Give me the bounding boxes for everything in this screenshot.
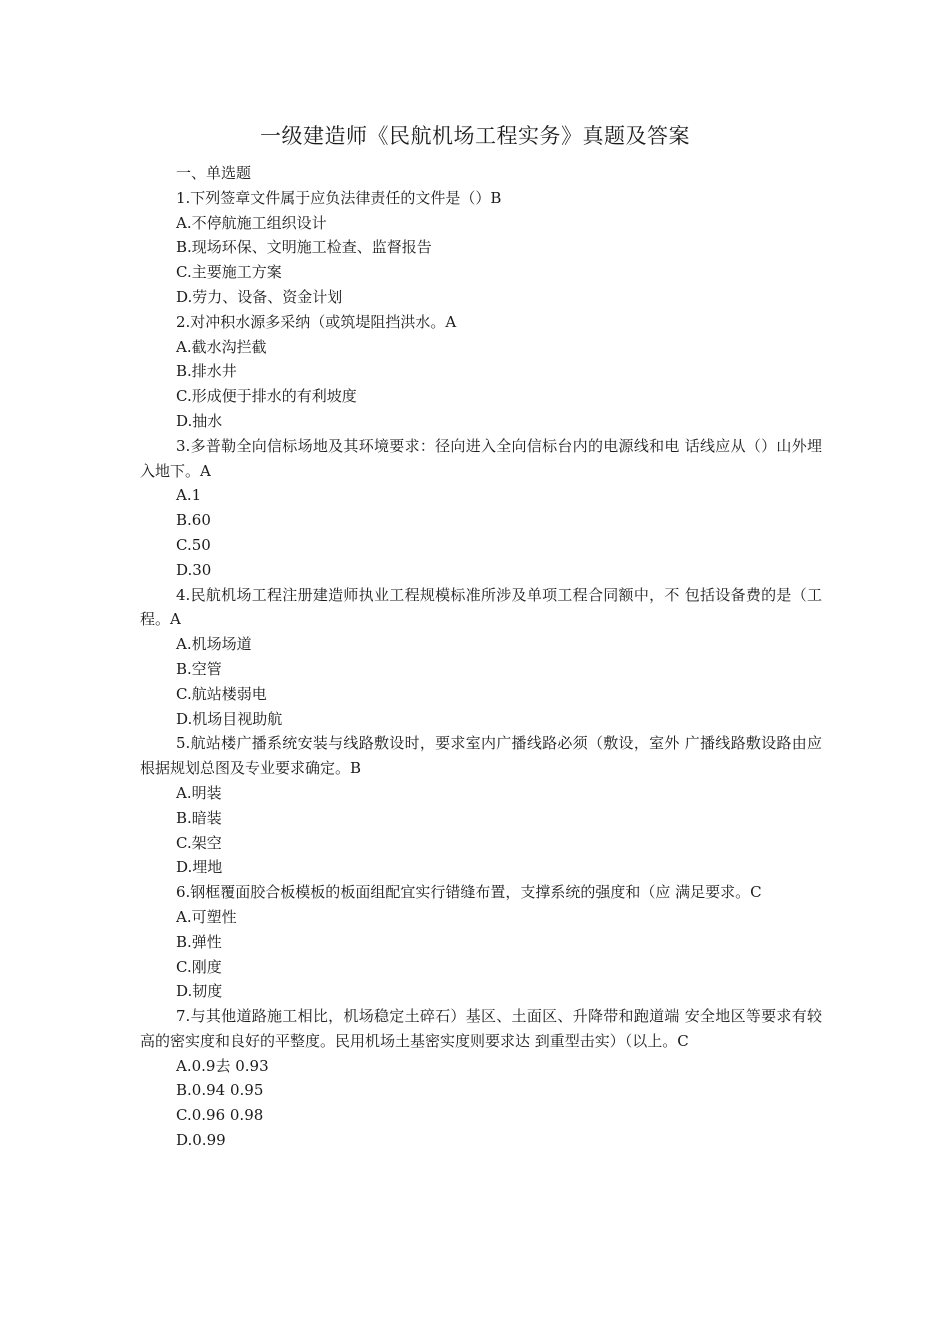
answer-option: C.0.96 0.98 xyxy=(176,1106,264,1125)
answer-option: B.排水井 xyxy=(176,362,237,381)
answer-option: D.抽水 xyxy=(176,411,223,430)
question-stem: 5.航站楼广播系统安装与线路敷设时，要求室内广播线路必须（敷设，室外 广播线路敷设路由应根据规划总图及专业要求确定。B xyxy=(140,734,822,778)
answer-option: D.埋地 xyxy=(176,858,223,877)
question-block xyxy=(140,1004,822,1153)
answer-option: D.机场目视助航 xyxy=(176,709,283,728)
answer-option: C.50 xyxy=(176,535,211,554)
document-title: 一级建造师《民航机场工程实务》真题及答案 xyxy=(260,124,690,148)
answer-option: B.空管 xyxy=(176,659,222,678)
answer-option: B.暗装 xyxy=(176,808,222,827)
answer-option: A.可塑性 xyxy=(176,907,237,926)
question-stem: 2.对冲积水源多采纳（或筑堤阻挡洪水。A xyxy=(176,312,457,331)
answer-option: B.弹性 xyxy=(176,932,222,951)
answer-option: C.主要施工方案 xyxy=(176,263,282,282)
answer-option: D.30 xyxy=(176,560,212,579)
question-block xyxy=(140,186,822,310)
answer-option: A.不停航施工组织设计 xyxy=(176,213,327,232)
answer-option: D.劳力、设备、资金计划 xyxy=(176,287,343,306)
answer-option: D.0.99 xyxy=(176,1131,226,1150)
question-stem: 3.多普勒全向信标场地及其环境要求：径向进入全向信标台内的电源线和电 话线应从（）山外埋入地下。A xyxy=(140,436,822,480)
question-stem: 7.与其他道路施工相比，机场稳定土碎石）基区、土面区、升降带和跑道端 安全地区等要求有较高的密实度和良好的平整度。民用机场土基密实度则要求达 到重型击实）（以上。C xyxy=(140,1007,822,1050)
question-stem: 1.下列签章文件属于应负法律责任的文件是（）B xyxy=(176,188,502,207)
document-body xyxy=(140,161,822,1153)
section-heading: 一、单选题 xyxy=(176,164,252,182)
question-block xyxy=(140,583,822,732)
answer-option: D.韧度 xyxy=(176,982,223,1001)
question-block xyxy=(140,310,822,434)
answer-option: B.0.94 0.95 xyxy=(176,1081,264,1100)
answer-option: C.架空 xyxy=(176,833,222,852)
answer-option: A.截水沟拦截 xyxy=(176,337,267,356)
answer-option: C.形成便于排水的有利坡度 xyxy=(176,387,357,406)
question-stem: 4.民航机场工程注册建造师执业工程规模标准所涉及单项工程合同额中，不 包括设备费的是（工程。A xyxy=(140,585,822,629)
answer-option: A.明装 xyxy=(176,783,222,802)
answer-option: C.航站楼弱电 xyxy=(176,684,267,703)
question-block xyxy=(140,880,822,1004)
answer-option: A.0.9去 0.93 xyxy=(176,1056,269,1075)
answer-option: B.现场环保、文明施工检查、监督报告 xyxy=(176,238,432,257)
question-block xyxy=(140,731,822,880)
question-stem: 6.钢框覆面胶合板模板的板面组配宜实行错缝布置，支撑系统的强度和（应 满足要求。C xyxy=(176,883,762,902)
question-block xyxy=(140,434,822,583)
answer-option: A.1 xyxy=(176,486,202,505)
answer-option: C.刚度 xyxy=(176,957,222,976)
answer-option: B.60 xyxy=(176,511,211,530)
answer-option: A.机场场道 xyxy=(176,635,252,654)
